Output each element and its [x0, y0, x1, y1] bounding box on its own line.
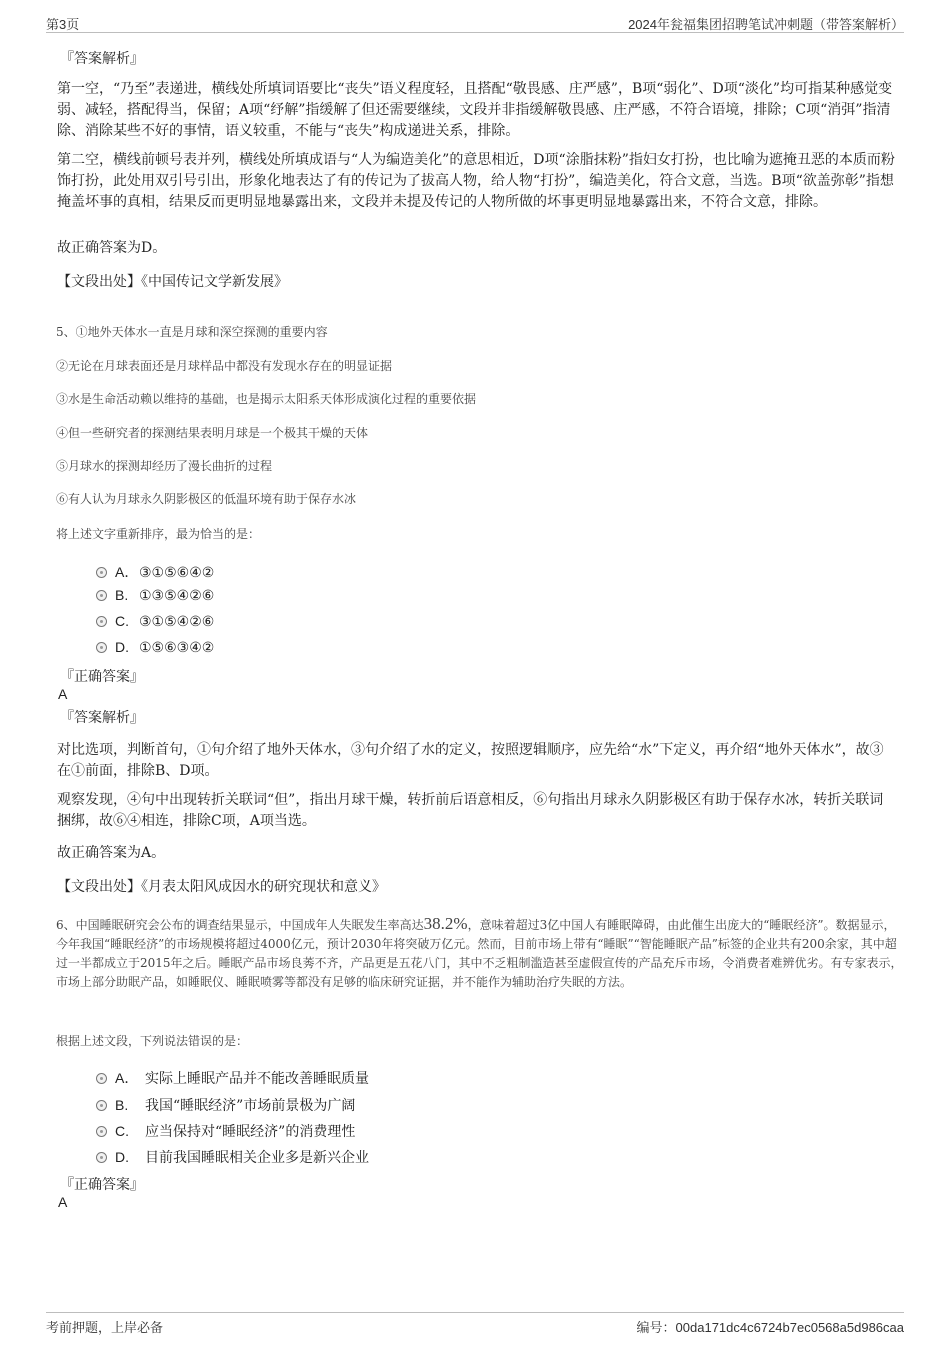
passage-source: 【文段出处】《月表太阳风成因水的研究现状和意义》 — [57, 879, 386, 895]
radio-button-icon[interactable] — [96, 1152, 107, 1163]
option-label: B. — [115, 587, 129, 603]
footer-slogan: 考前押题，上岸必备 — [46, 1320, 164, 1335]
analysis-paragraph: 第二空，横线前顿号表并列，横线处所填成语与“人为编造美化”的意思相近，D项“涂脂抹粉”指妇女打扮，也比喻为遮掩丑恶的本质而粉饰打扮，此处用双引号引出，形象化地表达了有的传记为了拔高人物，给人物“打扮”，编造美化，符合文意，当选。B项“欲盖弥彰”指想掩盖坏事的真相，结果反而更明显地暴露出来，文段并未提及传记的人物所做的坏事更明显地暴露出来，不符合文意，排除。 — [57, 152, 895, 210]
analysis-paragraph: 对比选项，判断首句，①句介绍了地外天体水，③句介绍了水的定义，按照逻辑顺序，应先给“水”下定义，再介绍“地外天体水”，故③在①前面，排除B、D项。 — [57, 742, 884, 779]
option-d[interactable] — [96, 1147, 369, 1167]
option-c[interactable] — [96, 1121, 355, 1141]
radio-button-icon[interactable] — [96, 616, 107, 627]
sentence-item: ③水是生命活动赖以维持的基础，也是揭示太阳系天体形成演化过程的重要依据 — [56, 392, 477, 406]
radio-button-icon[interactable] — [96, 590, 107, 601]
option-text: ①⑤⑥③④② — [139, 640, 215, 656]
option-label: A． — [115, 564, 139, 580]
correct-answer-label: 『正确答案』 — [60, 1177, 144, 1193]
radio-button-icon[interactable] — [96, 642, 107, 653]
page-number: 第3页 — [46, 17, 80, 32]
page-footer — [46, 1312, 904, 1333]
radio-button-icon[interactable] — [96, 1126, 107, 1137]
passage-source: 【文段出处】《中国传记文学新发展》 — [57, 274, 288, 290]
question-stem-text: ，意味着超过3亿中国人有睡眠障碍，由此催生出庞大的“睡眠经济”。数据显示，今年我国“睡眠经济”的市场规模将超过4000亿元，预计2030年将突破万亿元。然而，目前市场上带有“睡眠”“智能睡眠产品”标签的企业共有200余家，其中超过一半都成立于2015年之后。睡眠产品市场良莠不齐，产品更是五花八门，其中不乏粗制滥造甚至虚假宣传的产品充斥市场，令消费者难辨优劣。有专家表示，市场上部分助眠产品，如睡眠仪、睡眠喷雾等都没有足够的临床研究证据，并不能作为辅助治疗失眠的方法。 — [56, 918, 903, 989]
option-label: B. — [115, 1097, 129, 1113]
option-a[interactable] — [96, 562, 214, 582]
option-c[interactable] — [96, 613, 214, 633]
question-stem: 5、①地外天体水一直是月球和深空探测的重要内容 — [56, 325, 328, 339]
option-text: 目前我国睡眠相关企业多是新兴企业 — [145, 1150, 369, 1166]
option-text: 我国“睡眠经济”市场前景极为广阔 — [145, 1098, 356, 1114]
radio-button-icon[interactable] — [96, 1100, 107, 1111]
question-prompt: 根据上述文段，下列说法错误的是： — [56, 1034, 249, 1048]
option-text: 应当保持对“睡眠经济”的消费理性 — [145, 1124, 356, 1140]
option-label: C. — [115, 613, 129, 629]
sentence-item: ②无论在月球表面还是月球样品中都没有发现水存在的明显证据 — [56, 359, 393, 373]
option-d[interactable] — [96, 639, 214, 659]
math-value: 38.2% — [423, 914, 468, 933]
document-title: 2024年瓮福集团招聘笔试冲刺题（带答案解析） — [628, 17, 904, 32]
analysis-label: 『答案解析』 — [60, 51, 144, 67]
analysis-conclusion: 故正确答案为A。 — [57, 845, 166, 861]
sentence-item: ⑥有人认为月球永久阴影极区的低温环境有助于保存水冰 — [56, 492, 357, 506]
option-text: ③①⑤⑥④② — [139, 565, 215, 581]
page-header — [46, 14, 904, 33]
analysis-conclusion: 故正确答案为D。 — [57, 240, 167, 256]
correct-answer-label: 『正确答案』 — [60, 669, 144, 685]
option-b[interactable] — [96, 587, 214, 607]
analysis-paragraph: 第一空，“乃至”表递进，横线处所填词语要比“丧失”语义程度轻，且搭配“敬畏感、庄严感”，B项“弱化”、D项“淡化”均可指某种感觉变弱、减轻，搭配得当，保留；A项“纾解”指缓解了但还需要继续，文段并非指缓解敬畏感、庄严感，不符合语境，排除；C项“消弭”指清除、消除某些不好的事情，语义较重，不能与“丧失”构成递进关系，排除。 — [57, 81, 893, 139]
question-stem — [56, 914, 906, 992]
option-b[interactable] — [96, 1095, 355, 1115]
question-prompt: 将上述文字重新排序，最为恰当的是： — [56, 527, 261, 541]
radio-button-icon[interactable] — [96, 567, 107, 578]
option-label: C. — [115, 1123, 129, 1139]
sentence-item: ④但一些研究者的探测结果表明月球是一个极其干燥的天体 — [56, 426, 369, 440]
option-a[interactable] — [96, 1068, 369, 1088]
document-serial: 编号：00da171dc4c6724b7ec0568a5d986caa — [636, 1320, 904, 1335]
question-stem-text: 6、中国睡眠研究会公布的调查结果显示，中国成年人失眠发生率高达 — [56, 918, 424, 932]
option-text: ①③⑤④②⑥ — [139, 588, 215, 604]
option-text: 实际上睡眠产品并不能改善睡眠质量 — [145, 1071, 369, 1087]
analysis-paragraph: 观察发现，④句中出现转折关联词“但”，指出月球干燥，转折前后语意相反，⑥句指出月球永久阴影极区有助于保存水冰，转折关联词捆绑，故⑥④相连，排除C项，A项当选。 — [57, 792, 884, 829]
option-label: D. — [115, 1149, 129, 1165]
correct-answer: A — [58, 686, 68, 702]
correct-answer: A — [58, 1194, 68, 1210]
option-text: ③①⑤④②⑥ — [139, 614, 215, 630]
radio-button-icon[interactable] — [96, 1073, 107, 1084]
option-label: D. — [115, 639, 129, 655]
analysis-label: 『答案解析』 — [60, 710, 144, 726]
option-label: A． — [115, 1070, 139, 1086]
sentence-item: ⑤月球水的探测却经历了漫长曲折的过程 — [56, 459, 273, 473]
